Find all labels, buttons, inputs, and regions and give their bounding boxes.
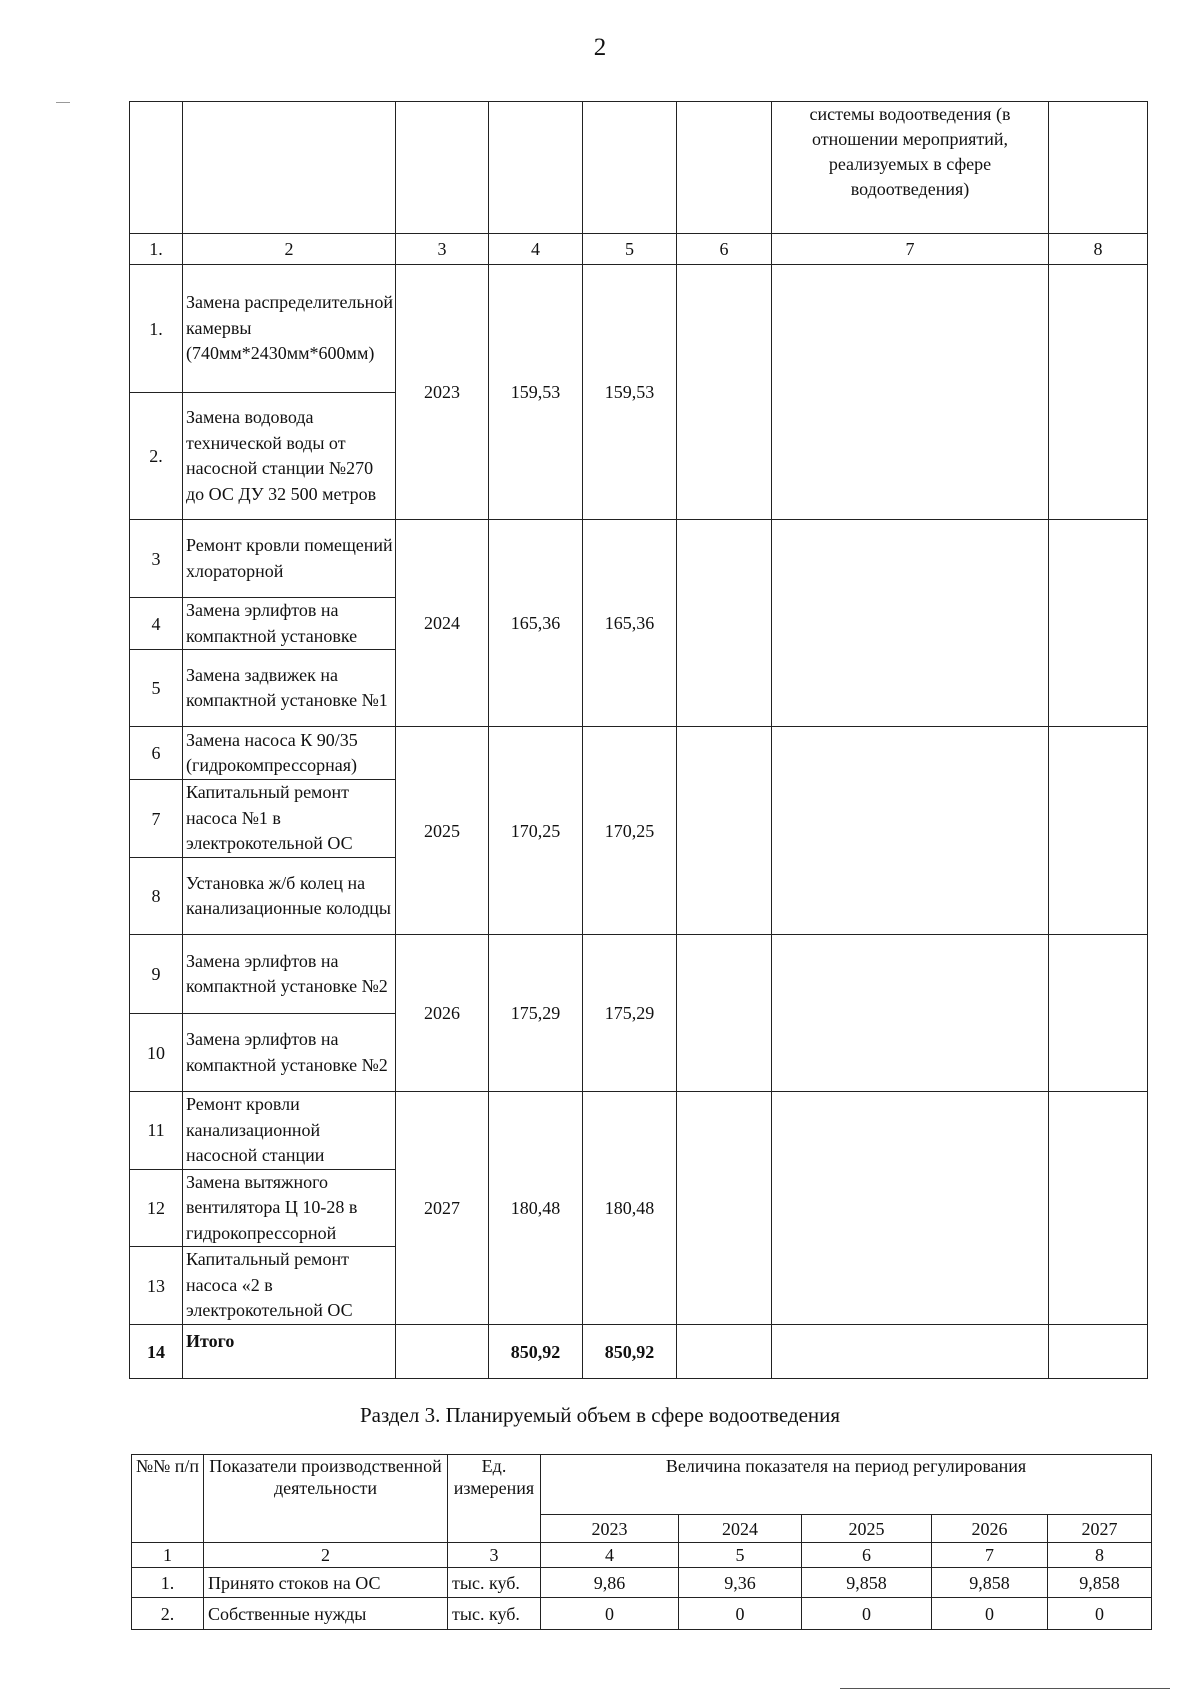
value-col5: 175,29 — [583, 935, 677, 1092]
year-cell: 2025 — [396, 727, 489, 935]
volume-table — [131, 1454, 1152, 1630]
col-number: 5 — [583, 234, 677, 265]
year-cell: 2026 — [396, 935, 489, 1092]
year-header: 2023 — [541, 1515, 679, 1543]
row-number: 6 — [130, 727, 183, 780]
bottom-rule — [840, 1688, 1170, 1689]
header-col7: системы водоотведения (в отношении мероприятий, реализуемых в сфере водоотведения) — [772, 102, 1049, 234]
year-cell: 2027 — [396, 1092, 489, 1325]
row-number: 4 — [130, 598, 183, 650]
value-col5: 180,48 — [583, 1092, 677, 1325]
section-title: Раздел 3. Планируемый объем в сфере водоотведения — [359, 1403, 841, 1427]
col-number: 7 — [772, 234, 1049, 265]
value-col4: 175,29 — [489, 935, 583, 1092]
value-col4: 159,53 — [489, 265, 583, 520]
col-number: 6 — [677, 234, 772, 265]
measure-name: Замена эрлифтов на компактной установке №2 — [183, 935, 396, 1014]
year-header: 2026 — [932, 1515, 1048, 1543]
value-cell: 0 — [541, 1598, 679, 1630]
unit: тыс. куб. — [448, 1568, 541, 1598]
value-cell: 0 — [932, 1598, 1048, 1630]
col-number: 8 — [1049, 234, 1148, 265]
col-number: 5 — [679, 1543, 802, 1568]
indicator-name: Собственные нужды — [204, 1598, 448, 1630]
col-number: 7 — [932, 1543, 1048, 1568]
table-row — [130, 1092, 1148, 1170]
value-col4: 170,25 — [489, 727, 583, 935]
row-number: 11 — [130, 1092, 183, 1170]
col-number: 2 — [183, 234, 396, 265]
scan-mark — [56, 102, 70, 103]
col-number: 4 — [541, 1543, 679, 1568]
table-row — [130, 520, 1148, 598]
total-col5: 850,92 — [583, 1325, 677, 1379]
value-col4: 165,36 — [489, 520, 583, 727]
measure-name: Ремонт кровли канализационной насосной станции — [183, 1092, 396, 1170]
row-number: 8 — [130, 858, 183, 935]
row-number: 1. — [132, 1568, 204, 1598]
table2-header-row — [132, 1455, 1152, 1515]
row-number: 5 — [130, 650, 183, 727]
header-value: Величина показателя на период регулирования — [541, 1455, 1152, 1515]
header-indicator: Показатели производственной деятельности — [204, 1455, 448, 1543]
value-cell: 9,36 — [679, 1568, 802, 1598]
value-col5: 170,25 — [583, 727, 677, 935]
header-unit: Ед. измерения — [448, 1455, 541, 1543]
total-row — [130, 1325, 1148, 1379]
row-number: 2. — [132, 1598, 204, 1630]
year-header: 2024 — [679, 1515, 802, 1543]
indicator-name: Принято стоков на ОС — [204, 1568, 448, 1598]
col-number: 3 — [448, 1543, 541, 1568]
measure-name: Установка ж/б колец на канализационные колодцы — [183, 858, 396, 935]
measure-name: Замена задвижек на компактной установке №1 — [183, 650, 396, 727]
total-col4: 850,92 — [489, 1325, 583, 1379]
measures-table — [129, 101, 1148, 1379]
measure-name: Замена насоса К 90/35 (гидрокомпрессорная) — [183, 727, 396, 780]
value-cell: 9,86 — [541, 1568, 679, 1598]
row-number: 7 — [130, 780, 183, 858]
column-number-row — [130, 234, 1148, 265]
measure-name: Ремонт кровли помещений хлораторной — [183, 520, 396, 598]
measure-name: Замена эрлифтов на компактной установке №2 — [183, 1014, 396, 1092]
year-header: 2025 — [802, 1515, 932, 1543]
row-number: 12 — [130, 1169, 183, 1247]
year-cell: 2023 — [396, 265, 489, 520]
measure-name: Замена распределительной камервы (740мм*2430мм*600мм) — [183, 265, 396, 393]
value-cell: 0 — [679, 1598, 802, 1630]
table-header-row — [130, 102, 1148, 234]
measure-name: Замена эрлифтов на компактной установке — [183, 598, 396, 650]
table-row — [130, 935, 1148, 1014]
row-number: 2. — [130, 393, 183, 520]
row-number: 1. — [130, 265, 183, 393]
table-row — [132, 1598, 1152, 1630]
row-number: 14 — [130, 1325, 183, 1379]
col-number: 1 — [132, 1543, 204, 1568]
row-number: 10 — [130, 1014, 183, 1092]
row-number: 3 — [130, 520, 183, 598]
col-number: 4 — [489, 234, 583, 265]
value-cell: 0 — [1048, 1598, 1152, 1630]
year-cell: 2024 — [396, 520, 489, 727]
measure-name: Капитальный ремонт насоса №1 в электрокотельной ОС — [183, 780, 396, 858]
header-num: №№ п/п — [132, 1455, 204, 1543]
value-cell: 9,858 — [1048, 1568, 1152, 1598]
table2-colnum-row — [132, 1543, 1152, 1568]
measure-name: Капитальный ремонт насоса «2 в электрокотельной ОС — [183, 1247, 396, 1325]
value-col5: 159,53 — [583, 265, 677, 520]
col-number: 8 — [1048, 1543, 1152, 1568]
unit: тыс. куб. — [448, 1598, 541, 1630]
row-number: 9 — [130, 935, 183, 1014]
value-cell: 0 — [802, 1598, 932, 1630]
value-cell: 9,858 — [932, 1568, 1048, 1598]
col-number: 3 — [396, 234, 489, 265]
total-label: Итого — [183, 1325, 396, 1379]
table-row — [132, 1568, 1152, 1598]
measure-name: Замена вытяжного вентилятора Ц 10-28 в гидрокопрессорной — [183, 1169, 396, 1247]
row-number: 13 — [130, 1247, 183, 1325]
col-number: 2 — [204, 1543, 448, 1568]
value-col4: 180,48 — [489, 1092, 583, 1325]
year-header: 2027 — [1048, 1515, 1152, 1543]
col-number: 1. — [130, 234, 183, 265]
page-number: 2 — [593, 34, 607, 61]
table-row — [130, 727, 1148, 780]
value-cell: 9,858 — [802, 1568, 932, 1598]
col-number: 6 — [802, 1543, 932, 1568]
measure-name: Замена водовода технической воды от насосной станции №270 до ОС ДУ 32 500 метров — [183, 393, 396, 520]
table-row — [130, 265, 1148, 393]
value-col5: 165,36 — [583, 520, 677, 727]
